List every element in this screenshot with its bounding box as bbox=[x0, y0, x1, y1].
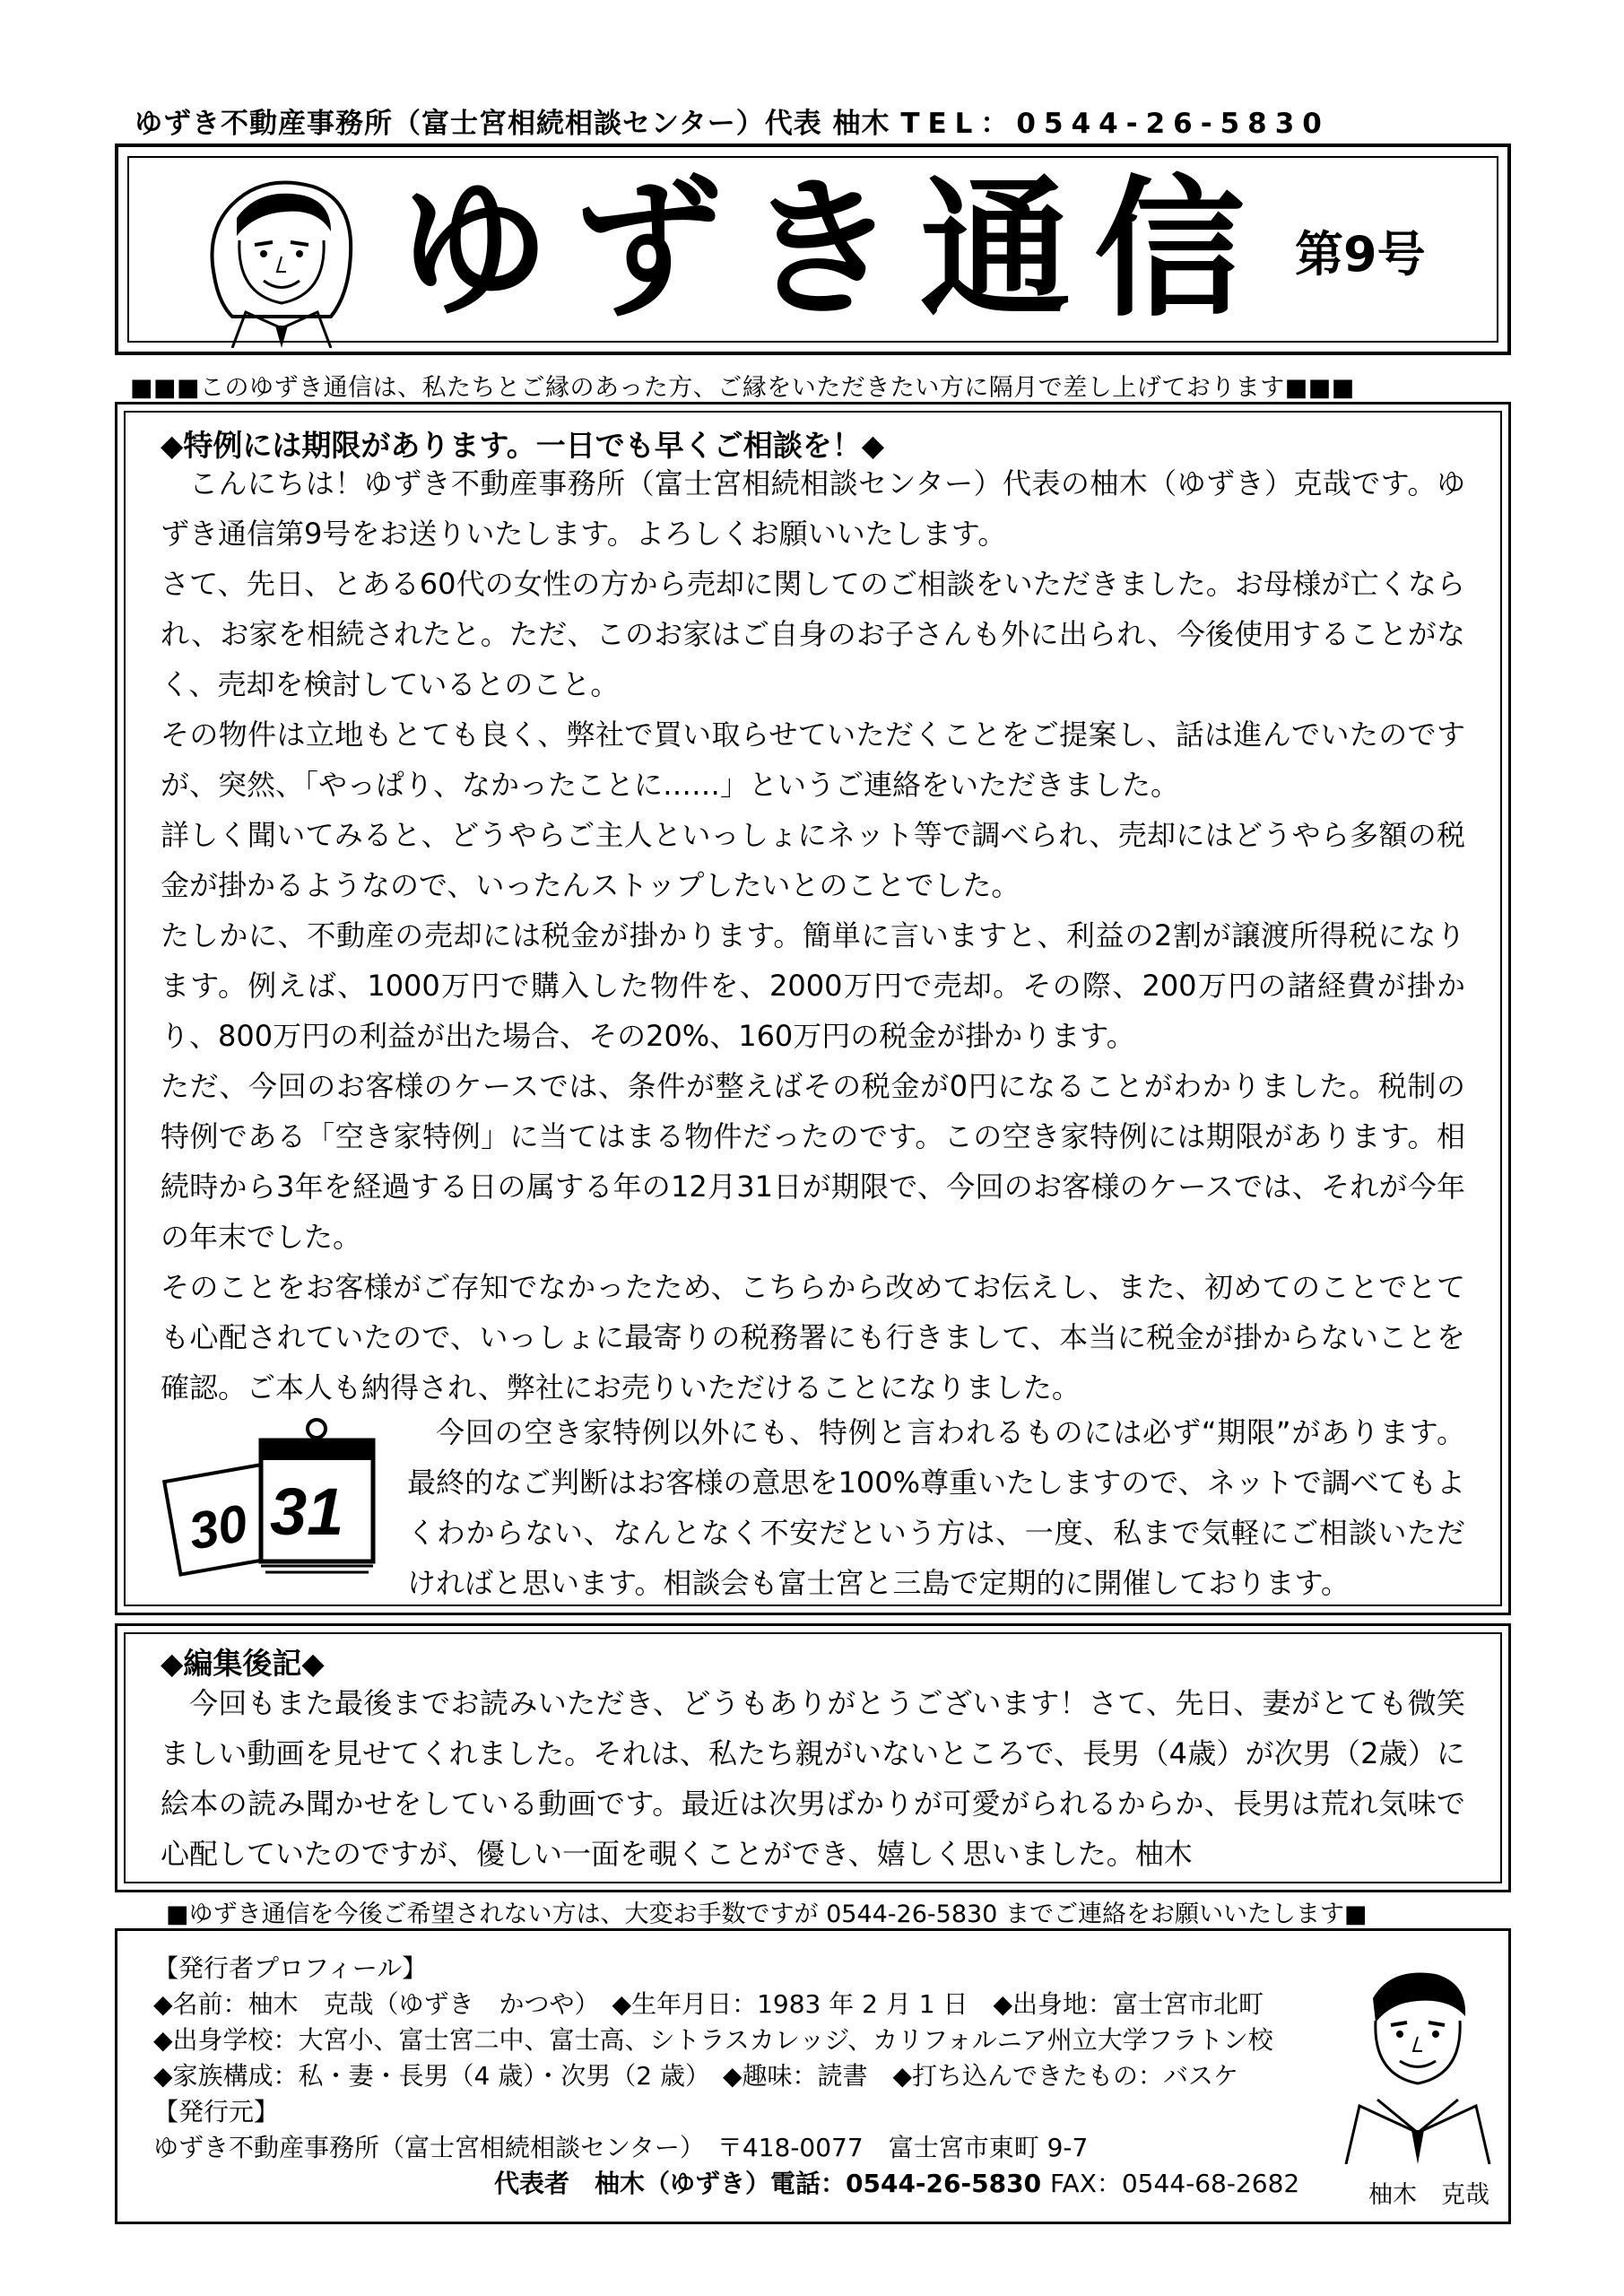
afterword-heading: ◆編集後記◆ bbox=[161, 1646, 325, 1681]
newsletter-title: ゆずき通信 bbox=[398, 161, 1268, 337]
office-name: ゆずき不動産事務所（富士宮相続相談センター）代表 柚木 bbox=[135, 108, 890, 140]
article-body: こんにちは！ゆずき不動産事務所（富士宮相続相談センター）代表の柚木（ゆずき）克哉です。ゆずき通信第9号をお送りいたします。よろしくお願いいたします。 さて、先日、とある60代の女性の方から売却に関してのご相談をいただきました。お母様が亡くなられ、お家を相続されたと。ただ、このお家はご自身のお子さんも外に出られ、今後使用することがなく、売却を検討しているとのこと。 その物件は立地もとても良く、弊社で買い取らせていただくことをご提案し、話は進んでいたのですが、突然、「やっぱり、なかったことに……」というご連絡をいただきました。 詳しく聞いてみると、どうやらご主人といっしょにネット等で調べられ、売却にはどうやら多額の税金が掛かるようなので、いったんストップしたいとのことでした。 たしかに、不動産の売却には税金が掛かります。簡単に言いますと、利益の2割が譲渡所得税になります。例えば、1000万円で購入した物件を、2000万円で売却。その際、200万円の諸経費が掛かり、800万円の利益が出た場合、その20%、160万円の税金が掛かります。 ただ、今回のお客様のケースでは、条件が整えばその税金が0円になることがわかりました。税制の特例である「空き家特例」に当てはまる物件だったのです。この空き家特例には期限があります。相続時から3年を経過する日の属する年の12月31日が期限で、今回のお客様のケースでは、それが今年の年末でした。 そのことをお客様がご存知でなかったため、こちらから改めてお伝えし、また、初めてのことでとても心配されていたので、いっしょに最寄りの税務署にも行きまして、本当に税金が掛からないことを確認。ご本人も納得され、弊社にお売りいただけることになりました。 bbox=[161, 466, 1465, 1405]
publisher-profile bbox=[115, 1928, 1511, 2224]
representative-phone: 代表者 柚木（ゆずき）電話：0544-26-5830 bbox=[494, 2169, 1042, 2198]
profile-title: 【発行者プロフィール】 bbox=[153, 1953, 428, 1983]
profile-line-school: ◆出身学校：大宮小、富士宮二中、富士高、シトラスカレッジ、カリフォルニア州立大学フラトン校 bbox=[153, 2025, 1273, 2055]
header-line bbox=[135, 100, 1533, 141]
unsubscribe-notice: ■ゆずき通信を今後ご希望されない方は、大変お手数ですが 0544-26-5830 までご連絡をお願いいたします■ bbox=[166, 1900, 1368, 1928]
main-article bbox=[115, 402, 1511, 1615]
publisher-title: 【発行元】 bbox=[153, 2097, 280, 2126]
signature-name: 柚木 克哉 bbox=[1368, 2181, 1489, 2209]
publisher-address: ゆずき不動産事務所（富士宮相続相談センター） 〒418-0077 富士宮市東町 9-7 bbox=[153, 2133, 1089, 2162]
issue-number: 第9号 bbox=[1295, 226, 1426, 283]
afterword-body: 今回もまた最後までお読みいただき、どうもありがとうございます！さて、先日、妻がとても微笑ましい動画を見せてくれました。それは、私たち親がいないところで、長男（4歳）が次男（2歳）に絵本の読み聞かせをしている動画です。最近は次男ばかりが可愛がられるからか、長男は荒れ気味で心配していたのですが、優しい一面を覗くことができ、嬉しく思いました。柚木 bbox=[161, 1686, 1465, 1871]
portrait-illustration-icon bbox=[1342, 1958, 1494, 2164]
profile-line-family: ◆家族構成：私・妻・長男（4 歳）・次男（2 歳） ◆趣味：読書 ◆打ち込んできたもの：バスケ bbox=[153, 2061, 1239, 2091]
intro-strap: ■■■このゆずき通信は、私たちとご縁のあった方、ご縁をいただきたい方に隔月で差し上げております■■■ bbox=[130, 374, 1355, 402]
calendar-day-31: 31 bbox=[270, 1474, 344, 1549]
profile-line-name: ◆名前：柚木 克哉（ゆずき かつや） ◆生年月日：1983 年 2 月 1 日 ◆出身地：富士宮市北町 bbox=[153, 1989, 1264, 2019]
article-closing: 今回の空き家特例以外にも、特例と言われるものには必ず“期限”があります。最終的なご判断はお客様の意思を100%尊重いたしますので、ネットで調べてもよくわからない、なんとなく不安だという方は、一度、私まで気軽にご相談いただければと思います。相談会も富士宮と三島で定期的に開催しております。 bbox=[407, 1415, 1465, 1600]
article-heading: ◆特例には期限があります。一日でも早くご相談を！◆ bbox=[161, 428, 885, 463]
calendar-icon bbox=[153, 1409, 395, 1588]
telephone: TEL：0544-26-5830 bbox=[900, 108, 1330, 140]
calendar-day-30: 30 bbox=[184, 1493, 252, 1561]
afterword-section bbox=[115, 1623, 1511, 1892]
masthead bbox=[115, 144, 1511, 355]
portrait-illustration-icon bbox=[196, 169, 367, 348]
fax-number: FAX：0544-68-2682 bbox=[1050, 2169, 1300, 2198]
masthead-frame bbox=[127, 156, 1498, 343]
